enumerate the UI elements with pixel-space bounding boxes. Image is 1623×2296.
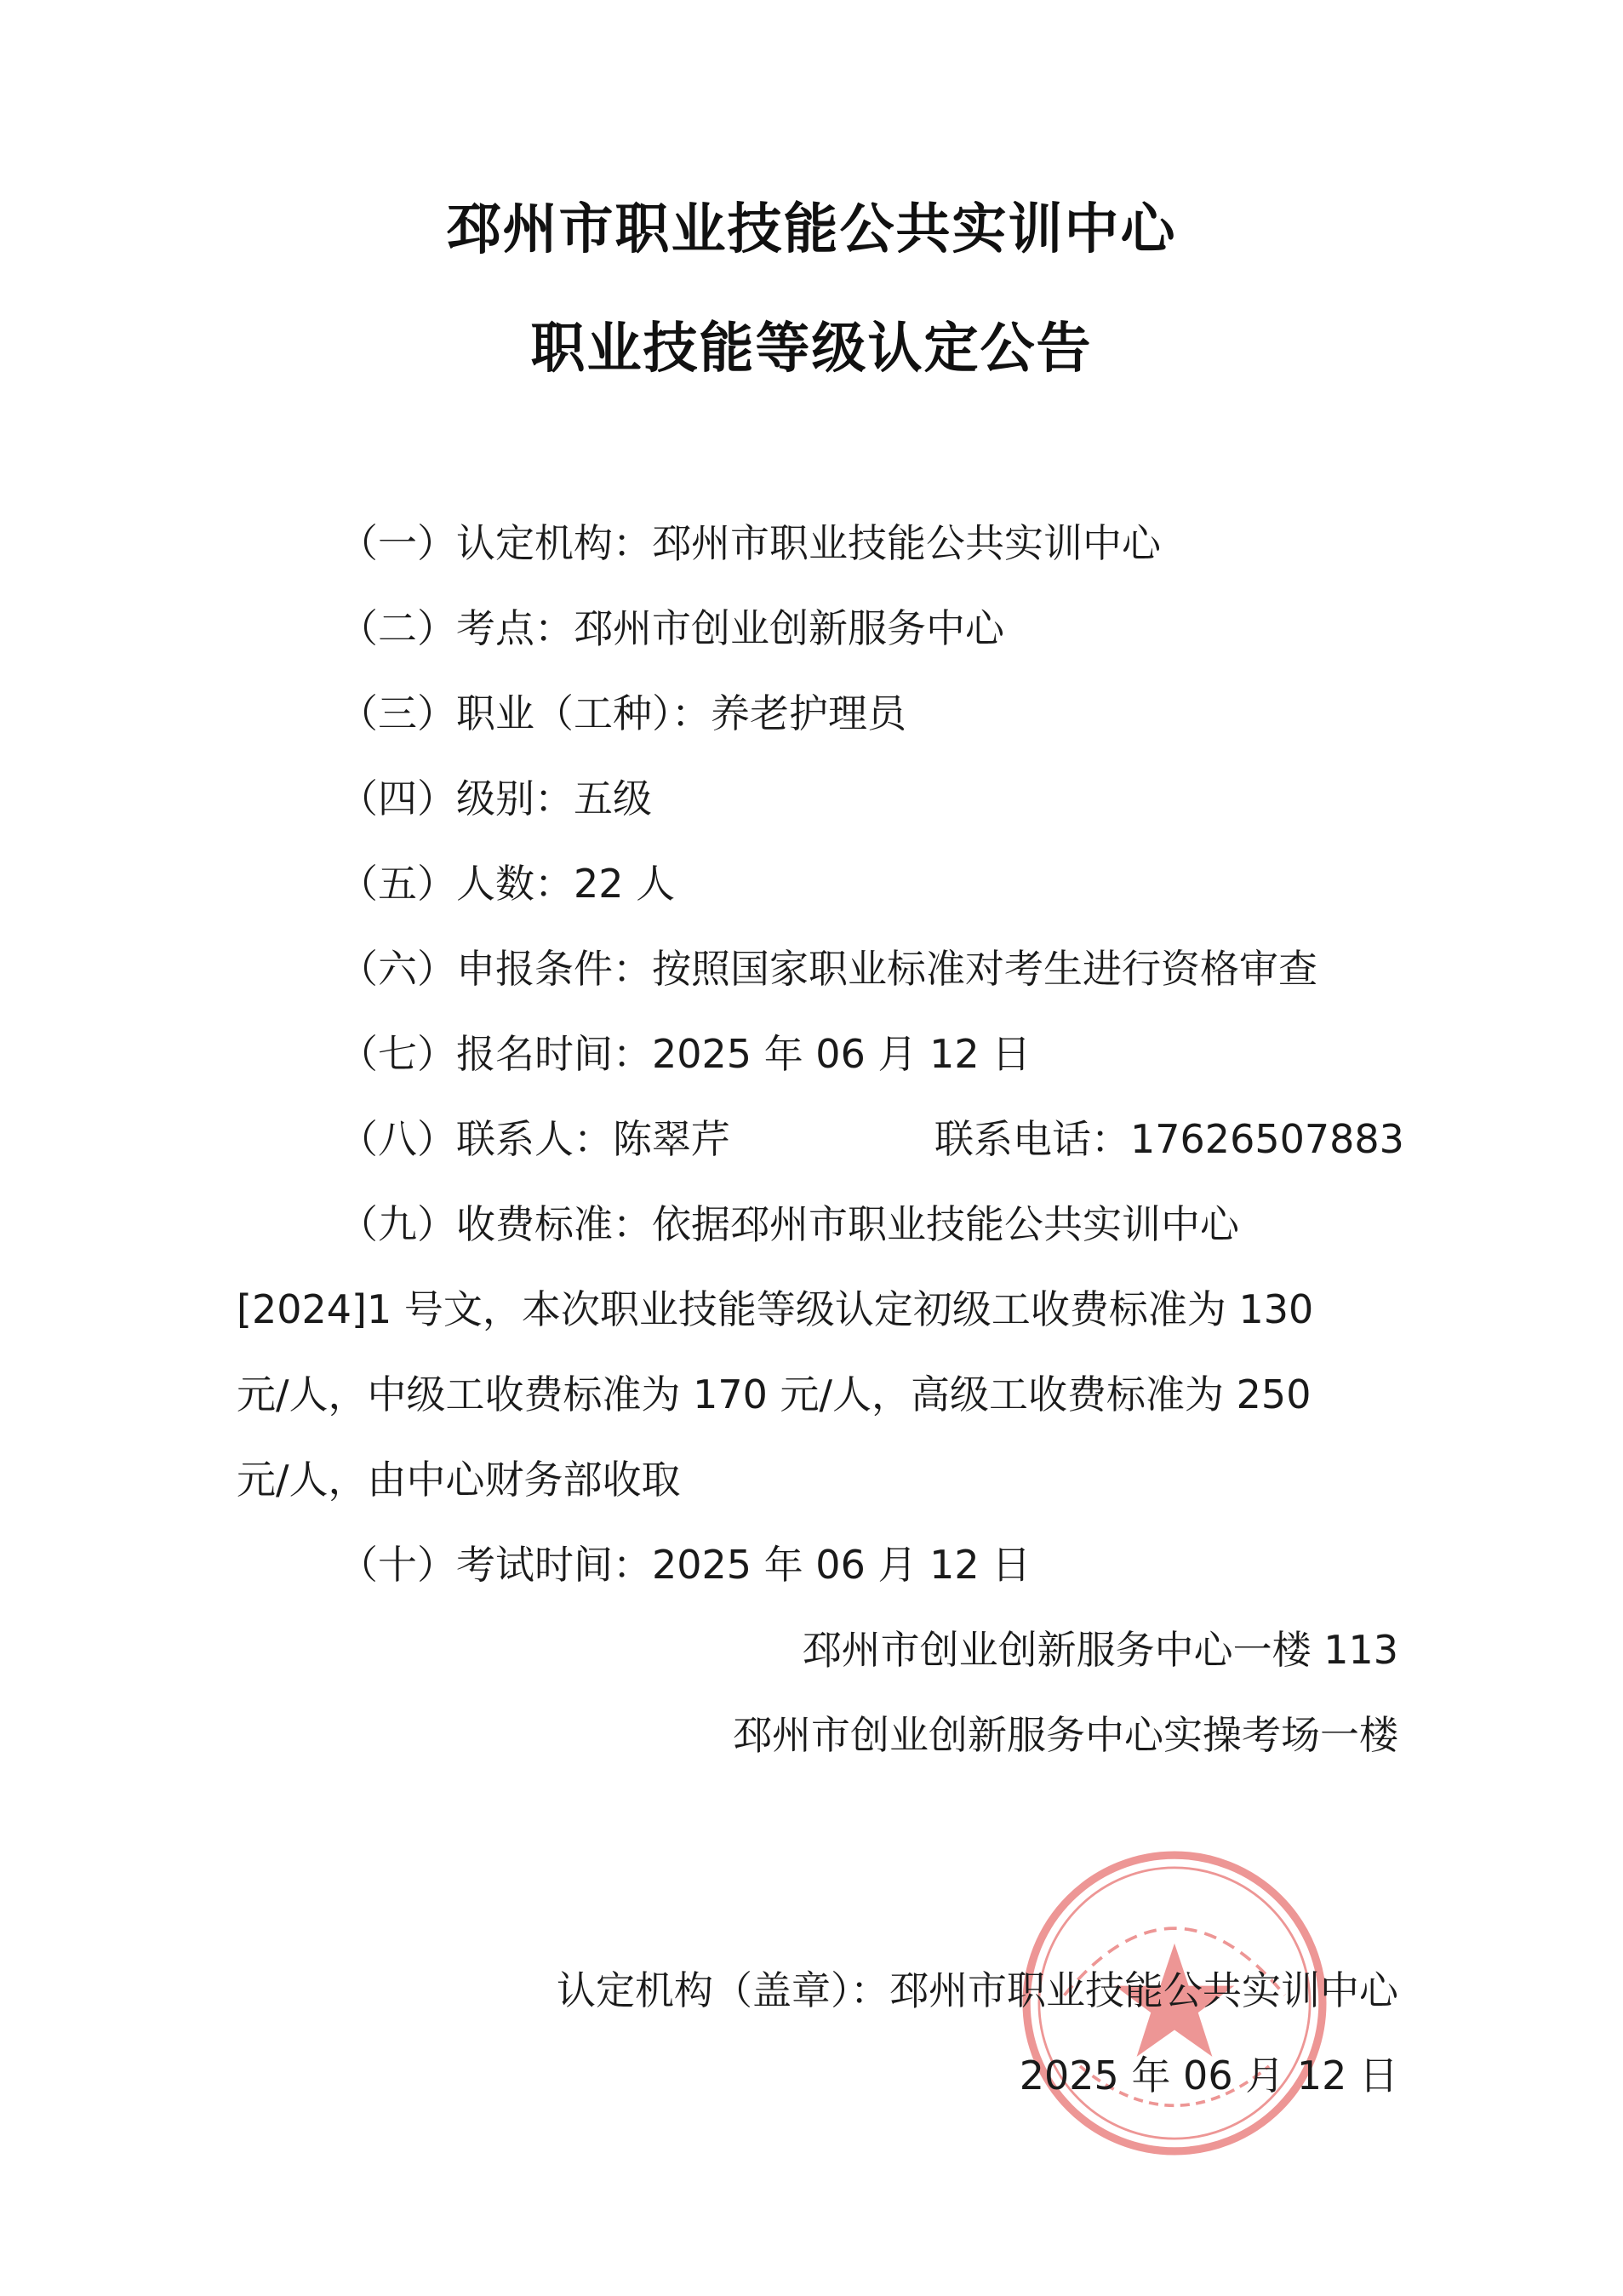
item-occupation: （三）职业（工种）：养老护理员 [339, 690, 906, 736]
item-exam-place1: 邳州市创业创新服务中心一楼 113 [802, 1627, 1398, 1673]
item-fee-line2: [2024]1 号文，本次职业技能等级认定初级工收费标准为 130 [237, 1286, 1314, 1332]
item-fee-line1: （九）收费标准：依据邳州市职业技能公共实训中心 [339, 1201, 1239, 1247]
item-exam-place2: 邳州市创业创新服务中心实操考场一楼 [733, 1712, 1398, 1758]
item-registration: （七）报名时间：2025 年 06 月 12 日 [339, 1031, 1032, 1077]
footer-issuer: 认定机构（盖章）：邳州市职业技能公共实训中心 [557, 1967, 1398, 2013]
page-title: 邳州市职业技能公共实训中心 [446, 198, 1177, 261]
item-venue: （二）考点：邳州市创业创新服务中心 [339, 605, 1004, 651]
footer-date: 2025 年 06 月 12 日 [1019, 2053, 1398, 2098]
item-fee-line3: 元/人，中级工收费标准为 170 元/人，高级工收费标准为 250 [237, 1371, 1312, 1417]
item-contact-person: （八）联系人：陈翠芹 [339, 1116, 730, 1162]
item-level: （四）级别：五级 [339, 776, 652, 822]
item-exam-time: （十）考试时间：2025 年 06 月 12 日 [339, 1542, 1032, 1588]
item-institution: （一）认定机构：邳州市职业技能公共实训中心 [339, 520, 1161, 566]
item-count: （五）人数：22 人 [339, 861, 676, 907]
item-conditions: （六）申报条件：按照国家职业标准对考生进行资格审查 [339, 946, 1317, 992]
item-fee-line4: 元/人，由中心财务部收取 [237, 1457, 681, 1503]
page-subtitle: 职业技能等级认定公告 [530, 317, 1093, 381]
item-contact-phone: 联系电话：17626507883 [934, 1116, 1404, 1162]
